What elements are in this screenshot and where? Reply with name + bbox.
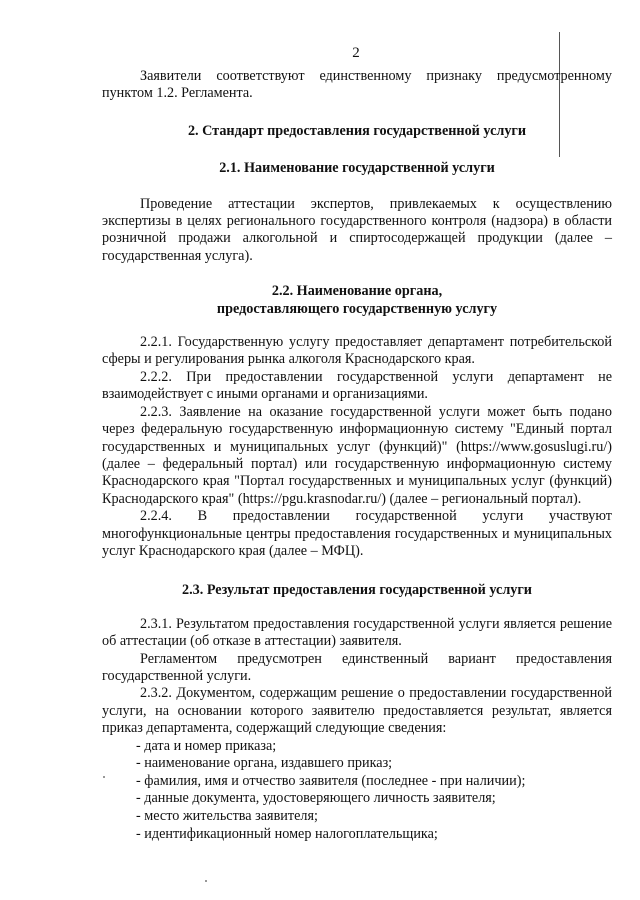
scan-speck [103,776,105,778]
section-2-heading: 2. Стандарт предоставления государственной услуги [187,122,527,139]
paragraph-2-3-1-note: Регламентом предусмотрен единственный вариант предоставления государственной услуги. [102,650,612,684]
paragraph-2-2-1: 2.2.1. Государственную услугу предоставляет департамент потребительской сферы и регулирования рынка алкоголя Краснодарского края. [102,334,612,368]
section-2-2-heading-line2: предоставляющего государственную услугу [216,300,498,317]
paragraph-2-2-2: 2.2.2. При предоставлении государственной услуги департамент не взаимодействует с иными органами и организациями. [102,368,612,403]
section-2-1-heading: 2.1. Наименование государственной услуги [219,160,495,177]
list-item: - идентификационный номер налогоплательщика; [136,825,438,842]
list-item: - наименование органа, издавшего приказ; [136,755,393,772]
list-item: - данные документа, удостоверяющего личность заявителя; [136,790,496,807]
paragraph-2-2-3: 2.2.3. Заявление на оказание государственной услуги может быть подано через федеральную государственную информационную систему "Единый портал государственных и муниципальных услуг (функций)" (https://www.gosuslugi.ru/) (далее – федеральный портал) или государственную информационную систему Краснодарского края "Портал государственных и муниципальных услуг (функций) Краснодарского края" (https://pgu.krasnodar.ru/) (далее – региональный портал). [102,403,612,507]
section-2-3-heading: 2.3. Результат предоставления государственной услуги [181,582,532,599]
list-item: - дата и номер приказа; [136,737,277,754]
section-2-1-text: Проведение аттестации экспертов, привлекаемых к осуществлению экспертизы в целях регионального государственного контроля (надзора) в области розничной продажи алкогольной и спиртосодержащей продукции (далее –государственная услуга). [102,195,612,264]
result-details-list [102,738,612,844]
page-number: 2 [352,45,360,61]
list-item: - фамилия, имя и отчество заявителя (последнее - при наличии); [136,772,526,789]
section-2-2-heading [102,283,612,318]
list-item: - место жительства заявителя; [136,807,318,824]
scan-speck [205,880,207,882]
paragraph-2-2-4: 2.2.4. В предоставлении государственной услуги участвуют многофункциональные центры предоставления государственных и муниципальных услуг Краснодарского края (далее – МФЦ). [102,508,612,559]
paragraph-2-3-2: 2.3.2. Документом, содержащим решение о предоставлении государственной услуги, на основании которого заявителю предоставляется результат, является приказ департамента, содержащий следующие сведения: [102,685,612,737]
document-body [102,68,612,843]
section-2-2-heading-line1: 2.2. Наименование органа, [271,283,443,300]
paragraph-2-3-1: 2.3.1. Результатом предоставления государственной услуги является решение об аттестации (об отказе в аттестации) заявителя. [102,615,612,650]
intro-paragraph: Заявители соответствуют единственному признаку предусмотренному пунктом 1.2. Регламента. [102,68,612,102]
